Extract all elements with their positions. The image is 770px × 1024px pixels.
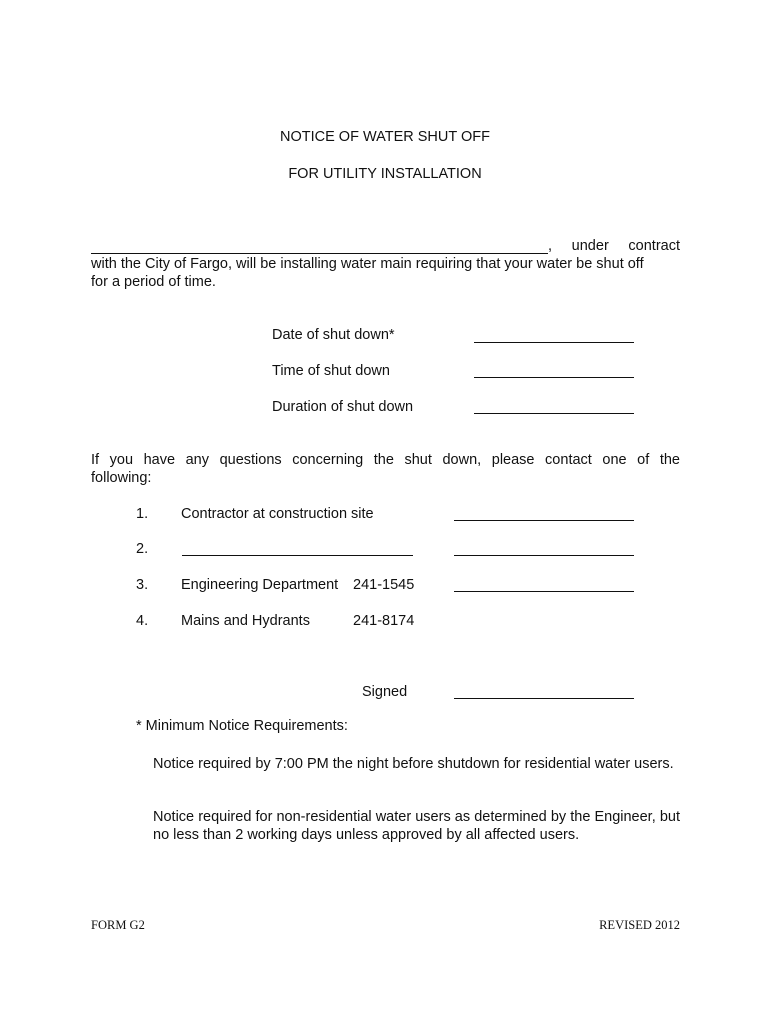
contact-2-name-field[interactable] [182,555,413,556]
contractor-contact-field[interactable] [454,520,634,521]
date-of-shutdown-field[interactable] [474,342,634,343]
time-of-shutdown-field[interactable] [474,377,634,378]
contact-number: 4. [136,613,149,629]
duration-of-shutdown-field[interactable] [474,413,634,414]
contact-phone: 241-1545 [353,577,415,593]
contact-number: 1. [136,506,149,522]
residential-notice: Notice required by 7:00 PM the night before shutdown for residential water users. [153,756,674,772]
intro-line1-suffix: , under contract [548,238,680,254]
time-of-shutdown-label: Time of shut down [272,363,390,379]
date-of-shutdown-label: Date of shut down* [272,327,395,343]
questions-line2: following: [91,470,152,486]
intro-line2: with the City of Fargo, will be installing water main requiring that your water be shut off [91,256,644,272]
signed-label: Signed [362,684,408,700]
contractor-name-field[interactable] [91,253,548,254]
requirements-heading: * Minimum Notice Requirements: [136,718,348,734]
questions-line1: If you have any questions concerning the shut down, please contact one of the [91,452,680,468]
duration-of-shutdown-label: Duration of shut down [272,399,414,415]
signature-field[interactable] [454,698,634,699]
intro-line3: for a period of time. [91,274,216,290]
page-subtitle: FOR UTILITY INSTALLATION [288,166,482,182]
contact-label: Engineering Department [181,577,339,593]
contact-label: Contractor at construction site [181,506,374,522]
engineering-contact-field[interactable] [454,591,634,592]
contact-phone: 241-8174 [353,613,415,629]
form-id: FORM G2 [91,918,145,932]
non-residential-notice: Notice required for non-residential water users as determined by the Engineer, but no less than 2 working days unless approved by all affected users. [153,809,680,843]
revised-date: REVISED 2012 [599,918,680,932]
contact-number: 2. [136,541,149,557]
contact-number: 3. [136,577,149,593]
page-title: NOTICE OF WATER SHUT OFF [280,129,490,145]
contact-label: Mains and Hydrants [181,613,310,629]
contact-2-phone-field[interactable] [454,555,634,556]
